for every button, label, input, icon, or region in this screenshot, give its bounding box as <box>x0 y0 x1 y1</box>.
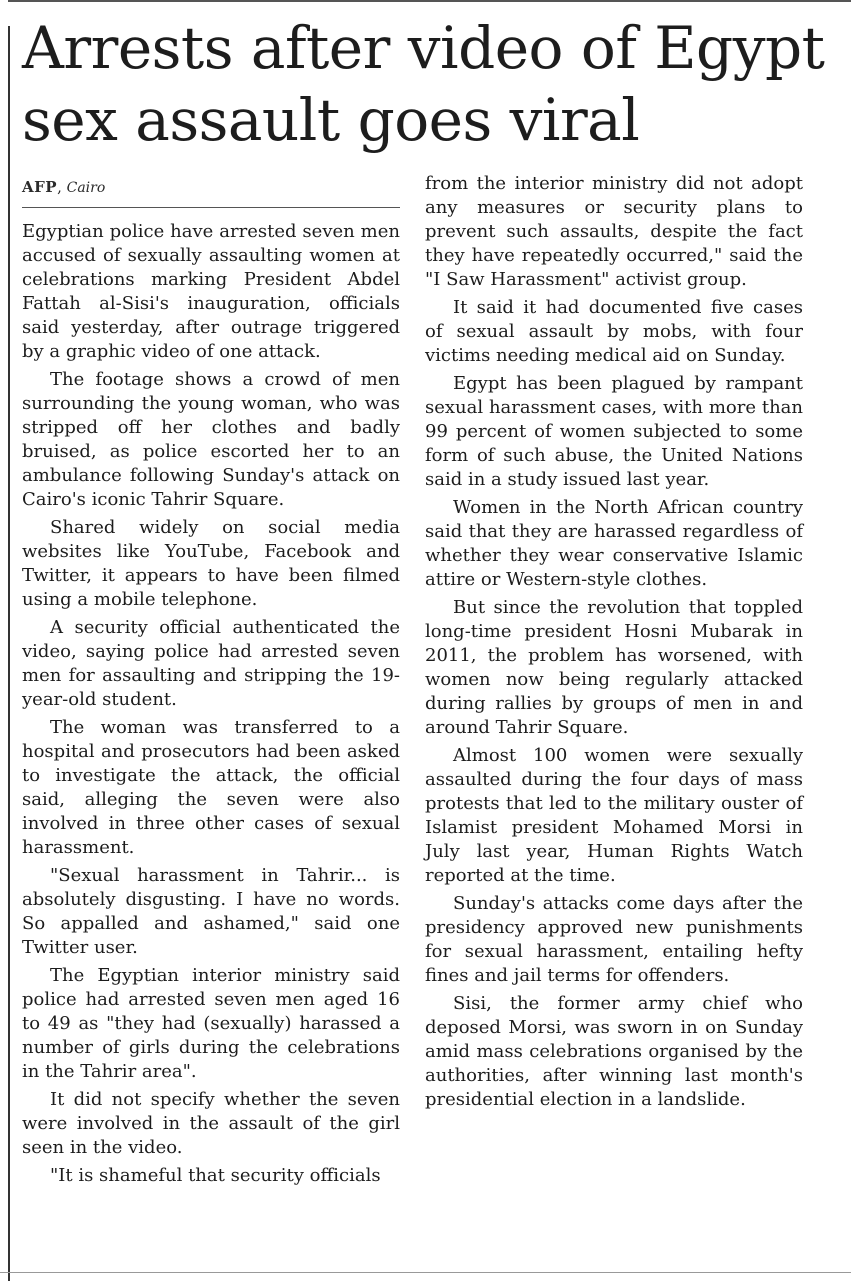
paragraph: Sunday's attacks come days after the presidency approved new punishments for sexual harassment, entailing hefty fines and jail terms for offenders. <box>425 893 803 986</box>
paragraph: "Sexual harassment in Tahrir... is absolutely disgusting. I have no words. So appalled and ashamed," said one Twitter user. <box>22 865 400 958</box>
paragraph: Egyptian police have arrested seven men accused of sexually assaulting women at celebrations marking President Abdel Fattah al-Sisi's inauguration, officials said yesterday, after outrage triggered by a graphic video of one attack. <box>22 221 400 362</box>
article-column-left <box>22 220 400 1192</box>
paragraph: But since the revolution that toppled long-time president Hosni Mubarak in 2011, the problem has worsened, with women now being regularly attacked during rallies by groups of men in and around Tahrir Square. <box>425 597 803 738</box>
paragraph: It said it had documented five cases of sexual assault by mobs, with four victims needing medical aid on Sunday. <box>425 297 803 366</box>
paragraph: The footage shows a crowd of men surrounding the young woman, who was stripped off her clothes and badly bruised, as police escorted her to an ambulance following Sunday's attack on Cairo's iconic Tahrir Square. <box>22 369 400 510</box>
byline-agency: AFP <box>22 178 58 196</box>
paragraph: Shared widely on social media websites like YouTube, Facebook and Twitter, it appears to have been filmed using a mobile telephone. <box>22 517 400 610</box>
byline-separator: , <box>57 178 67 196</box>
top-rule <box>8 0 851 2</box>
byline-city: Cairo <box>66 180 106 196</box>
headline: Arrests after video of Egypt sex assault goes viral <box>22 14 825 154</box>
paragraph: The woman was transferred to a hospital and prosecutors had been asked to investigate the attack, the official said, alleging the seven were also involved in three other cases of sexual harassment. <box>22 717 400 858</box>
article-column-right <box>425 172 803 1116</box>
paragraph: Sisi, the former army chief who deposed Morsi, was sworn in on Sunday amid mass celebrations organised by the authorities, after winning last month's presidential election in a landslide. <box>425 993 803 1110</box>
paragraph: It did not specify whether the seven were involved in the assault of the girl seen in the video. <box>22 1089 400 1158</box>
paragraph: "It is shameful that security officials <box>50 1165 381 1186</box>
bottom-rule <box>0 1272 851 1273</box>
paragraph: Egypt has been plagued by rampant sexual harassment cases, with more than 99 percent of women subjected to some form of such abuse, the United Nations said in a study issued last year. <box>425 373 803 490</box>
paragraph: from the interior ministry did not adopt any measures or security plans to prevent such assaults, despite the fact they have repeatedly occurred," said the "I Saw Harassment" activist group. <box>425 173 803 290</box>
paragraph: The Egyptian interior ministry said police had arrested seven men aged 16 to 49 as "they had (sexually) harassed a number of girls during the celebrations in the Tahrir area". <box>22 965 400 1082</box>
byline <box>22 178 400 208</box>
paragraph: Women in the North African country said that they are harassed regardless of whether they wear conservative Islamic attire or Western-style clothes. <box>425 497 803 590</box>
paragraph: A security official authenticated the video, saying police had arrested seven men for assaulting and stripping the 19-year-old student. <box>22 617 400 710</box>
paragraph: Almost 100 women were sexually assaulted during the four days of mass protests that led to the military ouster of Islamist president Mohamed Morsi in July last year, Human Rights Watch reported at the time. <box>425 745 803 886</box>
left-margin-rule <box>8 26 10 1281</box>
